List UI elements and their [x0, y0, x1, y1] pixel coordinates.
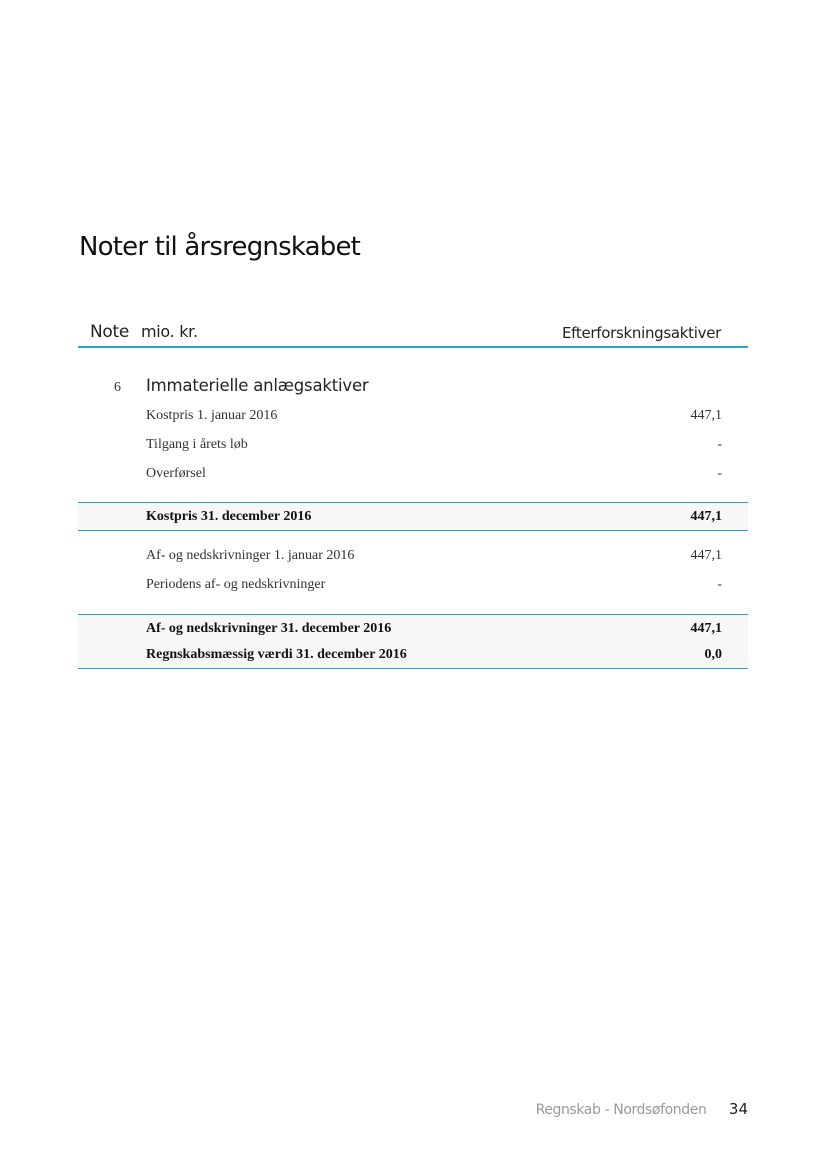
header-note-label: Note [90, 322, 130, 342]
row-value: 447,1 [690, 548, 722, 563]
footer-source: Regnskab - Nordsøfonden [535, 1102, 707, 1118]
row-label: Periodens af- og nedskrivninger [146, 577, 326, 592]
table-row [78, 432, 748, 459]
row-label: Af- og nedskrivninger 1. januar 2016 [146, 548, 355, 563]
row-value: - [717, 577, 722, 592]
total-row-value: 0,0 [704, 647, 722, 662]
total-row [78, 502, 748, 531]
row-label: Tilgang i årets løb [146, 437, 248, 452]
page-title: Noter til årsregnskabet [79, 232, 361, 262]
total-row-label: Kostpris 31. december 2016 [146, 509, 312, 524]
table-row [78, 461, 748, 488]
total-row-value: 447,1 [690, 509, 722, 524]
table-header [78, 320, 748, 348]
total-row [78, 641, 748, 669]
row-value: - [717, 466, 722, 481]
page-number: 34 [728, 1100, 748, 1118]
section-title: Immaterielle anlægsaktiver [146, 376, 369, 395]
row-value: 447,1 [690, 408, 722, 423]
row-label: Kostpris 1. januar 2016 [146, 408, 278, 423]
total-row-label: Regnskabsmæssig værdi 31. december 2016 [146, 647, 407, 662]
row-label: Overførsel [146, 466, 206, 481]
table-row [78, 403, 748, 430]
note-number: 6 [114, 380, 121, 395]
total-row [78, 614, 748, 643]
row-value: - [717, 437, 722, 452]
header-column-label: Efterforskningsaktiver [561, 324, 721, 342]
page-footer [536, 1100, 748, 1118]
table-row [78, 543, 748, 570]
header-unit-label: mio. kr. [141, 322, 198, 341]
total-row-label: Af- og nedskrivninger 31. december 2016 [146, 621, 392, 636]
table-row [78, 572, 748, 599]
total-row-value: 447,1 [690, 621, 722, 636]
